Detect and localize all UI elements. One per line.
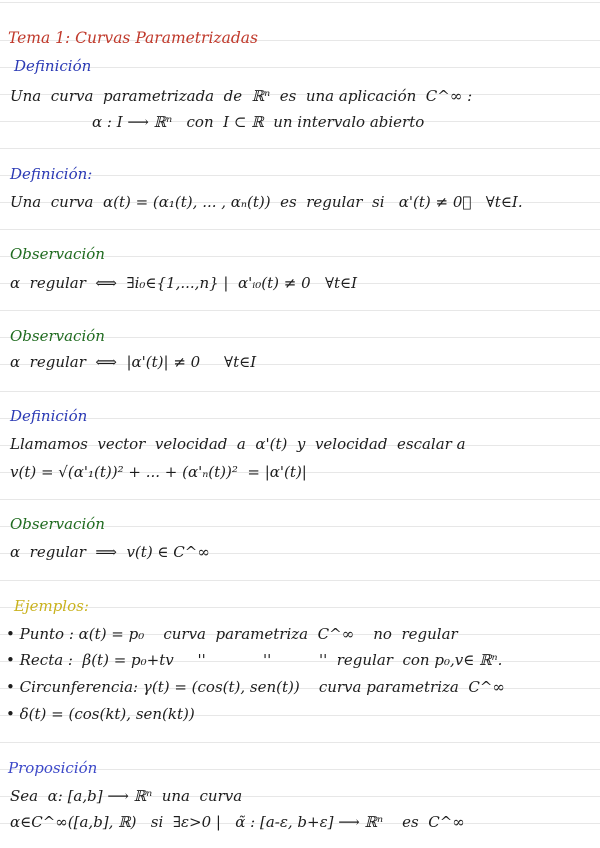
heading-definicion: Definición [14, 57, 92, 75]
observation-text: α regular ⟹ v(t) ∈ C^∞ [10, 543, 210, 561]
definition-text: Llamamos vector velocidad a α'(t) y velocidad escalar a [10, 435, 466, 453]
example-item: • δ(t) = (cos(kt), sen(kt)) [6, 705, 195, 723]
heading-observacion: Observación [10, 245, 105, 263]
heading-definicion: Definición: [10, 165, 93, 183]
example-item: • Circunferencia: γ(t) = (cos(t), sen(t)) curva parametriza C^∞ [6, 678, 505, 696]
definition-text: α : I ⟶ ℝⁿ con I ⊂ ℝ un intervalo abierto [92, 113, 425, 131]
page-title: Tema 1: Curvas Parametrizadas [8, 29, 258, 47]
heading-observacion: Observación [10, 515, 105, 533]
definition-text: Una curva parametrizada de ℝⁿ es una aplicación C^∞ : [10, 87, 473, 105]
heading-proposicion: Proposición [8, 759, 98, 777]
definition-text: v(t) = √(α'₁(t))² + ... + (α'ₙ(t))² = |α'(t)| [10, 463, 307, 481]
example-item: • Recta : β(t) = p₀+tv '' '' '' regular con p₀,v∈ ℝⁿ. [6, 651, 503, 669]
heading-observacion: Observación [10, 327, 105, 345]
proposition-text: α∈C^∞([a,b], ℝ) si ∃ε>0 | α̃ : [a-ε, b+ε] ⟶ ℝⁿ es C^∞ [10, 813, 465, 831]
observation-text: α regular ⟺ ∃i₀∈{1,...,n} | α'ᵢ₀(t) ≠ 0 ∀t∈I [10, 274, 358, 292]
heading-ejemplos: Ejemplos: [14, 597, 89, 615]
heading-definicion: Definición [10, 407, 88, 425]
definition-text: Una curva α(t) = (α₁(t), ... , αₙ(t)) es regular si α'(t) ≠ 0⃗ ∀t∈I. [10, 193, 523, 211]
example-item: • Punto : α(t) = p₀ curva parametriza C^∞ no regular [6, 625, 458, 643]
proposition-text: Sea α: [a,b] ⟶ ℝⁿ una curva [10, 787, 243, 805]
observation-text: α regular ⟺ |α'(t)| ≠ 0 ∀t∈I [10, 353, 257, 371]
